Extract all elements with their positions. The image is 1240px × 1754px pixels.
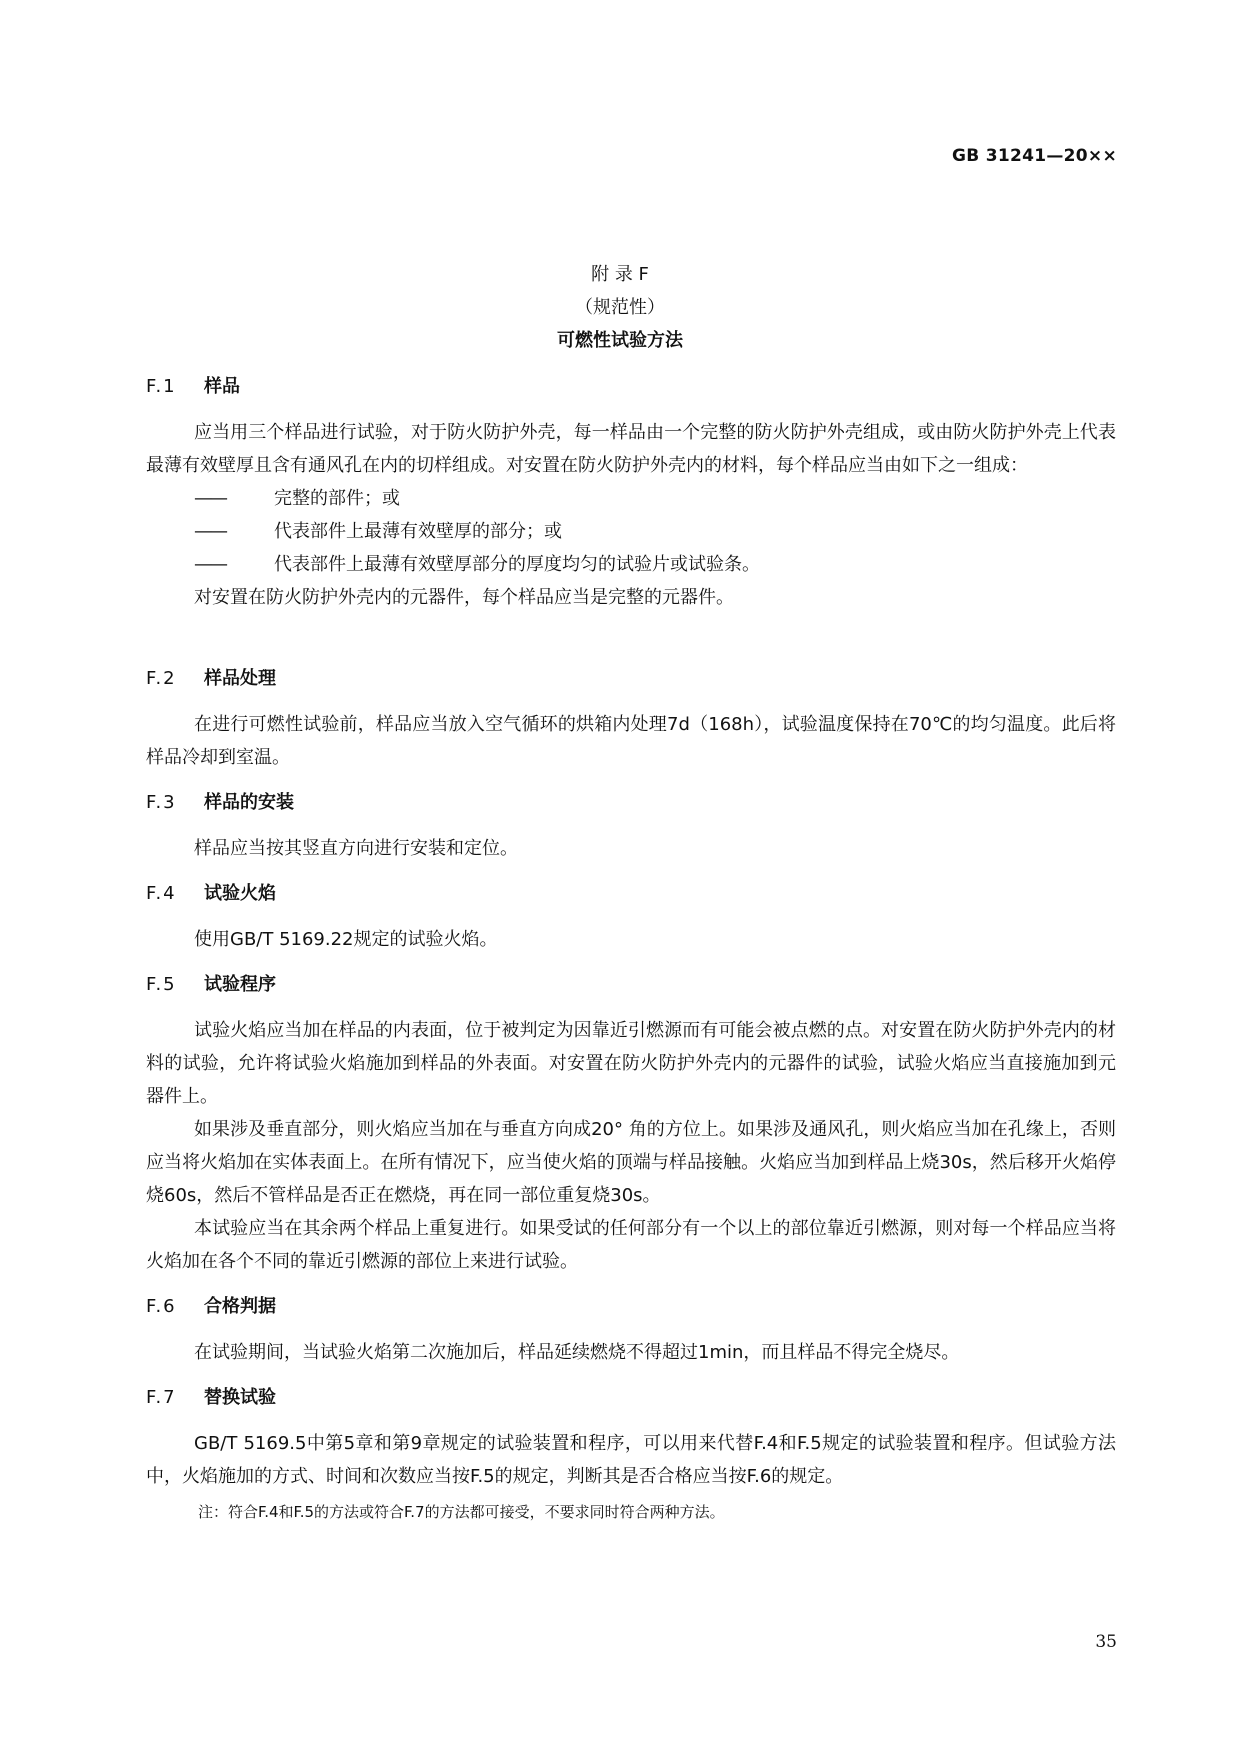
paragraph: 如果涉及垂直部分，则火焰应当加在与垂直方向成20° 角的方位上。如果涉及通风孔，则火焰应当加在孔缘上，否则应当将火焰加在实体表面上。在所有情况下，应当使火焰的顶端与样品接触。火焰应当加到样品上烧30s，然后移开火焰停烧60s，然后不管样品是否正在燃烧，再在同一部位重复烧30s。 (146, 1119, 1116, 1206)
list-item-text: 完整的部件；或 (274, 488, 400, 509)
section-title: 样品的安装 (204, 792, 294, 813)
annex-nature: （规范性） (575, 297, 665, 318)
list-item (146, 548, 1116, 581)
section-title: 样品处理 (204, 668, 276, 689)
section-number: F.2 (146, 668, 177, 689)
section-heading-f3 (146, 788, 1116, 818)
dash-marker: —— (194, 521, 226, 542)
paragraph: 试验火焰应当加在样品的内表面，位于被判定为因靠近引燃源而有可能会被点燃的点。对安置在防火防护外壳内的材料的试验，允许将试验火焰施加到样品的外表面。对安置在防火防护外壳内的元器件的试验，试验火焰应当直接施加到元器件上。 (146, 1020, 1116, 1107)
section-number: F.3 (146, 792, 177, 813)
section-heading-f5 (146, 970, 1116, 1000)
section-title: 替换试验 (204, 1387, 276, 1408)
annex-title: 可燃性试验方法 (557, 330, 683, 351)
list-item (146, 482, 1116, 515)
section-heading-f7 (146, 1383, 1116, 1413)
paragraph: 样品应当按其竖直方向进行安装和定位。 (194, 838, 518, 859)
section-title: 样品 (204, 376, 240, 397)
list-item-text: 代表部件上最薄有效壁厚的部分；或 (274, 521, 562, 542)
section-number: F.6 (146, 1296, 177, 1317)
section-heading-f2 (146, 664, 1116, 694)
paragraph: GB/T 5169.5中第5章和第9章规定的试验装置和程序，可以用来代替F.4和F.5规定的试验装置和程序。但试验方法中，火焰施加的方式、时间和次数应当按F.5的规定，判断其是否合格应当按F.6的规定。 (146, 1433, 1116, 1487)
section-number: F.5 (146, 974, 177, 995)
annex-heading (0, 258, 1240, 357)
dash-marker: —— (194, 554, 226, 575)
list-item (146, 515, 1116, 548)
paragraph: 在进行可燃性试验前，样品应当放入空气循环的烘箱内处理7d（168h），试验温度保持在70℃的均匀温度。此后将样品冷却到室温。 (146, 714, 1116, 768)
section-title: 试验火焰 (204, 883, 276, 904)
standard-code: GB 31241—20×× (951, 146, 1117, 166)
dash-marker: —— (194, 488, 226, 509)
document-body (146, 372, 1116, 1527)
list-item-text: 代表部件上最薄有效壁厚部分的厚度均匀的试验片或试验条。 (274, 554, 760, 575)
paragraph: 本试验应当在其余两个样品上重复进行。如果受试的任何部分有一个以上的部位靠近引燃源，则对每一个样品应当将火焰加在各个不同的靠近引燃源的部位上来进行试验。 (146, 1218, 1116, 1272)
section-title: 合格判据 (204, 1296, 276, 1317)
section-number: F.7 (146, 1387, 177, 1408)
section-heading-f1 (146, 372, 1116, 402)
note: 注：符合F.4和F.5的方法或符合F.7的方法都可接受，不要求同时符合两种方法。 (198, 1503, 725, 1521)
paragraph: 对安置在防火防护外壳内的元器件，每个样品应当是完整的元器件。 (194, 587, 734, 608)
section-heading-f6 (146, 1292, 1116, 1322)
annex-label: 附 录 F (591, 264, 649, 285)
paragraph: 在试验期间，当试验火焰第二次施加后，样品延续燃烧不得超过1min，而且样品不得完全烧尽。 (194, 1342, 960, 1363)
paragraph: 应当用三个样品进行试验，对于防火防护外壳，每一样品由一个完整的防火防护外壳组成，或由防火防护外壳上代表最薄有效壁厚且含有通风孔在内的切样组成。对安置在防火防护外壳内的材料，每个样品应当由如下之一组成： (146, 422, 1116, 476)
paragraph: 使用GB/T 5169.22规定的试验火焰。 (194, 929, 498, 950)
section-number: F.1 (146, 376, 177, 397)
section-number: F.4 (146, 883, 177, 904)
page-number: 35 (1095, 1632, 1117, 1652)
section-heading-f4 (146, 879, 1116, 909)
section-title: 试验程序 (204, 974, 276, 995)
